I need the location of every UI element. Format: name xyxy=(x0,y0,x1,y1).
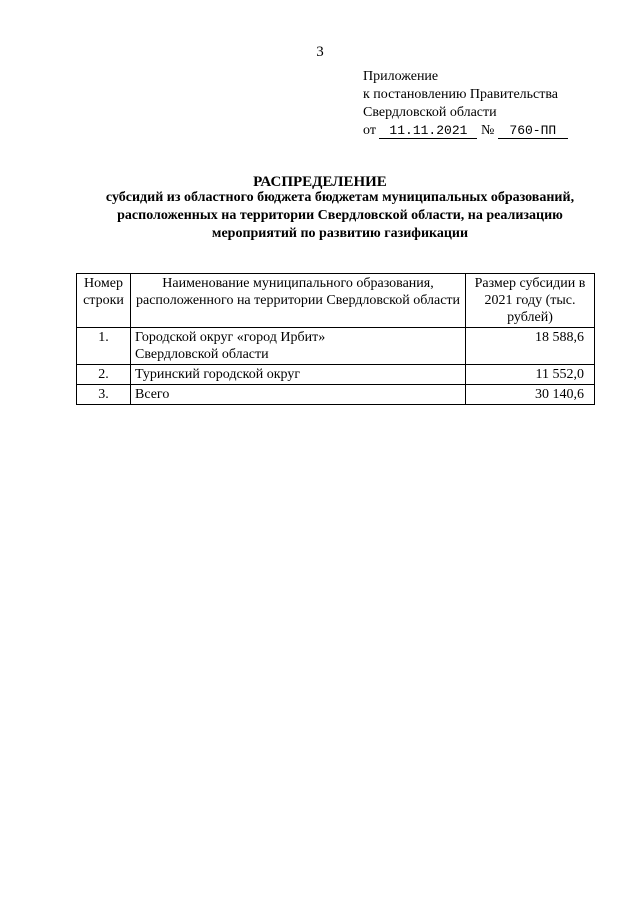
appendix-line-3: Свердловской области xyxy=(363,105,497,120)
row-name-line: Свердловской области xyxy=(135,347,269,362)
row-num: 2. xyxy=(77,365,131,385)
row-name: Всего xyxy=(131,385,466,405)
appendix-block xyxy=(363,68,568,140)
decree-number: 760-ПП xyxy=(498,124,568,139)
table-header-row xyxy=(77,274,595,328)
row-num: 1. xyxy=(77,328,131,365)
table-row xyxy=(77,385,595,405)
appendix-line-1: Приложение xyxy=(363,69,439,84)
document-subtitle: субсидий из областного бюджета бюджетам муниципальных образований, расположенных на территории Свердловской области, на реализацию мероприятий по развитию газификации xyxy=(105,190,575,241)
table-row xyxy=(77,365,595,385)
row-name-line: Городской округ «город Ирбит» xyxy=(135,330,326,345)
row-num: 3. xyxy=(77,385,131,405)
decree-date: 11.11.2021 xyxy=(379,124,477,139)
table-row xyxy=(77,328,595,365)
row-name xyxy=(131,328,466,365)
appendix-date-line xyxy=(363,122,568,140)
date-prefix: от xyxy=(363,123,376,138)
page-number: 3 xyxy=(316,44,324,60)
number-prefix: № xyxy=(480,123,495,138)
header-num: Номер строки xyxy=(77,274,131,328)
row-amount: 11 552,0 xyxy=(466,365,595,385)
header-name: Наименование муниципального образования, расположенного на территории Свердловской области xyxy=(131,274,466,328)
row-amount: 30 140,6 xyxy=(466,385,595,405)
row-amount: 18 588,6 xyxy=(466,328,595,365)
document-title: РАСПРЕДЕЛЕНИЕ xyxy=(253,174,387,190)
header-amount: Размер субсидии в 2021 году (тыс. рублей) xyxy=(466,274,595,328)
subsidy-table xyxy=(76,273,595,405)
appendix-line-2: к постановлению Правительства xyxy=(363,87,559,102)
row-name: Туринский городской округ xyxy=(131,365,466,385)
